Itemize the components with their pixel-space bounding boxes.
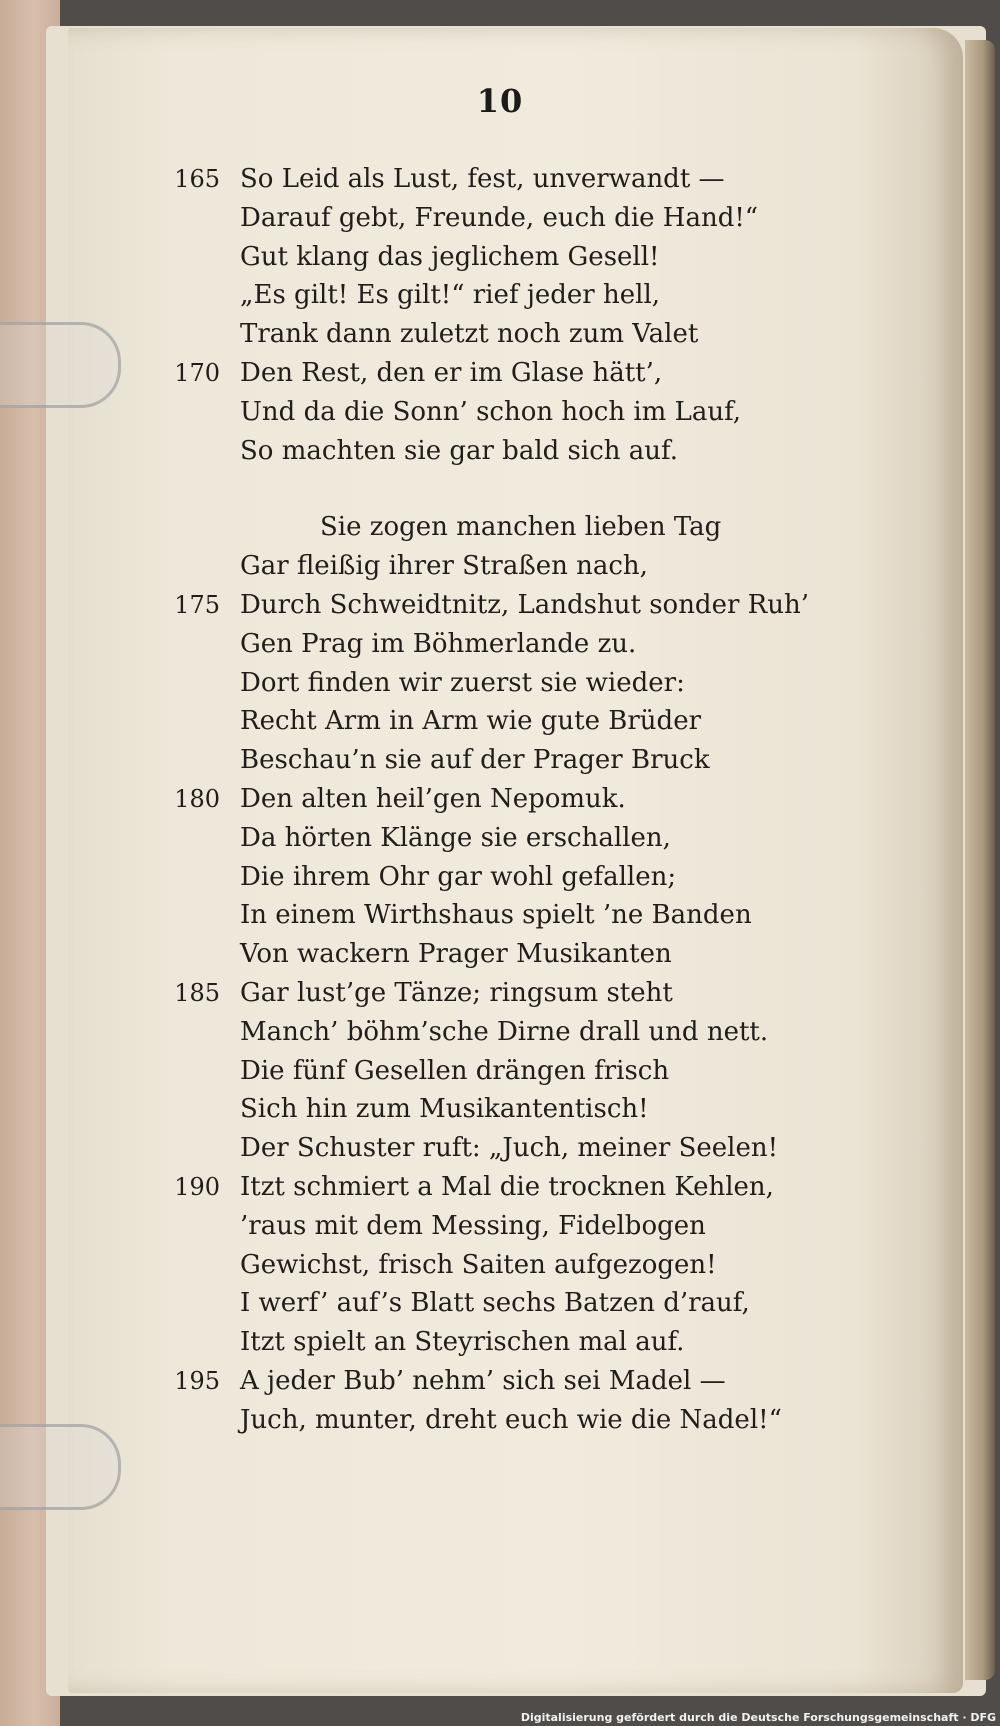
poem-line [160,1168,800,1207]
line-text: Juch, munter, dreht euch wie die Nadel!“ [240,1404,782,1435]
line-text: Sich hin zum Musikantentisch! [240,1094,649,1125]
poem-line [160,1246,800,1285]
line-number: 185 [174,978,220,1007]
poem-line [160,160,800,199]
poem-line [160,741,800,780]
poem-line [160,1090,800,1129]
poem-line [160,199,800,238]
line-text: Trank dann zuletzt noch zum Valet [240,319,699,350]
line-text: So Leid als Lust, fest, unverwandt — [240,164,725,194]
line-text: Da hörten Klänge sie erschallen, [240,822,671,853]
poem-line [160,1362,800,1401]
page-clip-top [0,322,121,408]
line-number: 175 [174,590,220,619]
line-text: Darauf gebt, Freunde, euch die Hand!“ [240,202,759,233]
line-text: Manch’ böhm’sche Dirne drall und nett. [240,1016,769,1047]
line-text: Gar fleißig ihrer Straßen nach, [240,551,648,582]
line-text: Gar lust’ge Tänze; ringsum steht [240,977,673,1008]
line-text: ’raus mit dem Messing, Fidelbogen [240,1210,706,1241]
line-text: „Es gilt! Es gilt!“ rief jeder hell, [240,280,661,311]
line-number: 195 [174,1366,220,1395]
line-number: 170 [174,358,220,387]
footer-credit: Digitalisierung gefördert durch die Deutsche Forschungsgemeinschaft · DFG [520,1711,996,1724]
line-text: Die fünf Gesellen drängen frisch [240,1055,670,1086]
line-text: Der Schuster ruft: „Juch, meiner Seelen! [240,1133,779,1164]
poem-line [160,1052,800,1091]
line-text: A jeder Bub’ nehm’ sich sei Madel — [240,1365,726,1396]
line-text: Itzt schmiert a Mal die trocknen Kehlen, [240,1171,774,1202]
line-text: Durch Schweidtnitz, Landshut sonder Ruh’ [240,589,809,620]
poem-line [160,858,800,897]
poem-line [160,819,800,858]
poem-line [160,586,809,625]
line-number: 180 [174,784,220,813]
line-text: Beschau’n sie auf der Prager Bruck [240,745,710,776]
poem-line [160,276,800,315]
poem-line [160,1323,800,1362]
poem-line [160,935,800,974]
line-text: Von wackern Prager Musikanten [240,939,672,970]
line-text: Gewichst, frisch Saiten aufgezogen! [240,1249,717,1280]
poem-line [160,1207,800,1246]
line-number: 190 [174,1172,220,1201]
line-text: So machten sie gar bald sich auf. [240,435,678,466]
line-text: Die ihrem Ohr gar wohl gefallen; [240,861,677,892]
poem-line [160,702,800,741]
poem-line [160,238,800,277]
poem-line [160,896,800,935]
line-text: Und da die Sonn’ schon hoch im Lauf, [240,396,742,427]
line-text: Recht Arm in Arm wie gute Brüder [240,706,702,737]
poem-line [160,393,800,432]
line-text: Gut klang das jeglichem Gesell! [240,241,660,272]
page-number: 10 [476,82,524,120]
page-edge [965,40,995,1680]
poem-line [160,780,800,819]
line-text: Dort finden wir zuerst sie wieder: [240,667,685,698]
poem-line [160,354,800,393]
poem-line [160,1401,800,1440]
poem-line [160,974,800,1013]
poem-line [160,547,800,586]
line-text: Den alten heil’gen Nepomuk. [240,783,626,814]
poem-line [160,625,800,664]
page-clip-bottom [0,1424,121,1510]
poem-text [160,160,809,1440]
poem-line [160,508,800,547]
line-text: I werf’ auf’s Blatt sechs Batzen d’rauf, [240,1288,750,1319]
poem-line [160,432,800,471]
poem-line [160,315,800,354]
line-text: Den Rest, den er im Glase hätt’, [240,357,663,388]
poem-line [160,1284,800,1323]
line-number: 165 [174,165,220,193]
line-text: Itzt spielt an Steyrischen mal auf. [240,1327,685,1358]
poem-line [160,1129,800,1168]
line-text: In einem Wirthshaus spielt ’ne Banden [240,900,752,931]
poem-line [160,1013,800,1052]
line-text: Gen Prag im Böhmerlande zu. [240,628,637,659]
line-text: Sie zogen manchen lieben Tag [320,512,722,543]
poem-line [160,664,800,703]
